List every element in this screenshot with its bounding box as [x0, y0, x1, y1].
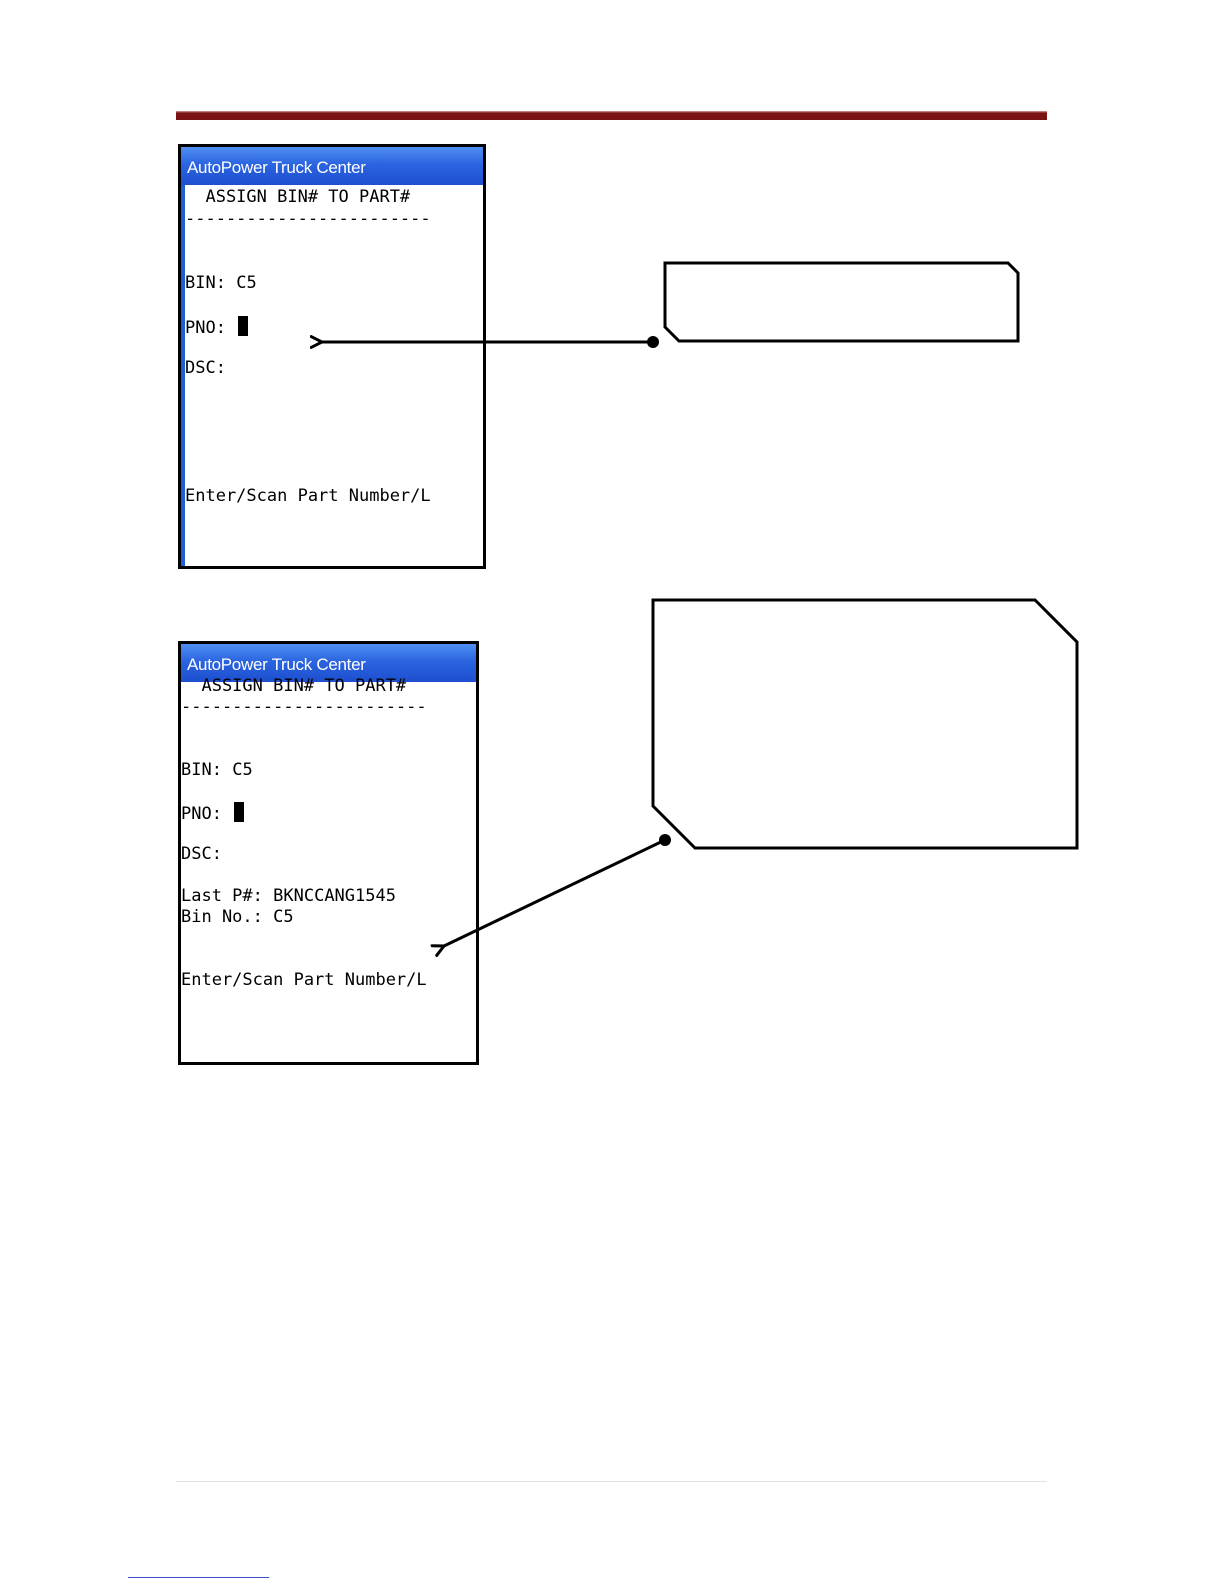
scan-prompt: Enter/Scan Part Number/L	[185, 486, 431, 506]
footer-rule	[176, 1481, 1047, 1482]
pno-label: PNO:	[181, 804, 222, 824]
app-title-bar: AutoPower Truck Center	[181, 147, 483, 185]
scan-prompt: Enter/Scan Part Number/L	[181, 970, 427, 990]
callout-box-1	[665, 263, 1018, 341]
bin-no-value: C5	[273, 907, 294, 927]
bin-no-label: Bin No.:	[181, 907, 263, 927]
screen-divider: ------------------------	[181, 697, 427, 717]
last-part-label: Last P#:	[181, 886, 263, 906]
callout-arrow-1	[322, 336, 659, 348]
footer-link-underline	[128, 1577, 269, 1578]
dsc-label: DSC:	[185, 358, 226, 378]
bin-value: C5	[236, 273, 257, 293]
screen-heading: ASSIGN BIN# TO PART#	[185, 187, 411, 207]
callout-arrow-2	[444, 834, 671, 946]
screen-heading: ASSIGN BIN# TO PART#	[181, 676, 407, 696]
dsc-label: DSC:	[181, 844, 222, 864]
callout-box-2	[653, 600, 1077, 848]
bin-value: C5	[232, 760, 253, 780]
screen-divider: ------------------------	[185, 209, 431, 229]
last-part-value: BKNCCANG1545	[273, 886, 396, 906]
pno-label: PNO:	[185, 318, 226, 338]
bin-label: BIN:	[185, 273, 226, 293]
bin-label: BIN:	[181, 760, 222, 780]
app-title-bar: AutoPower Truck Center	[181, 644, 476, 682]
